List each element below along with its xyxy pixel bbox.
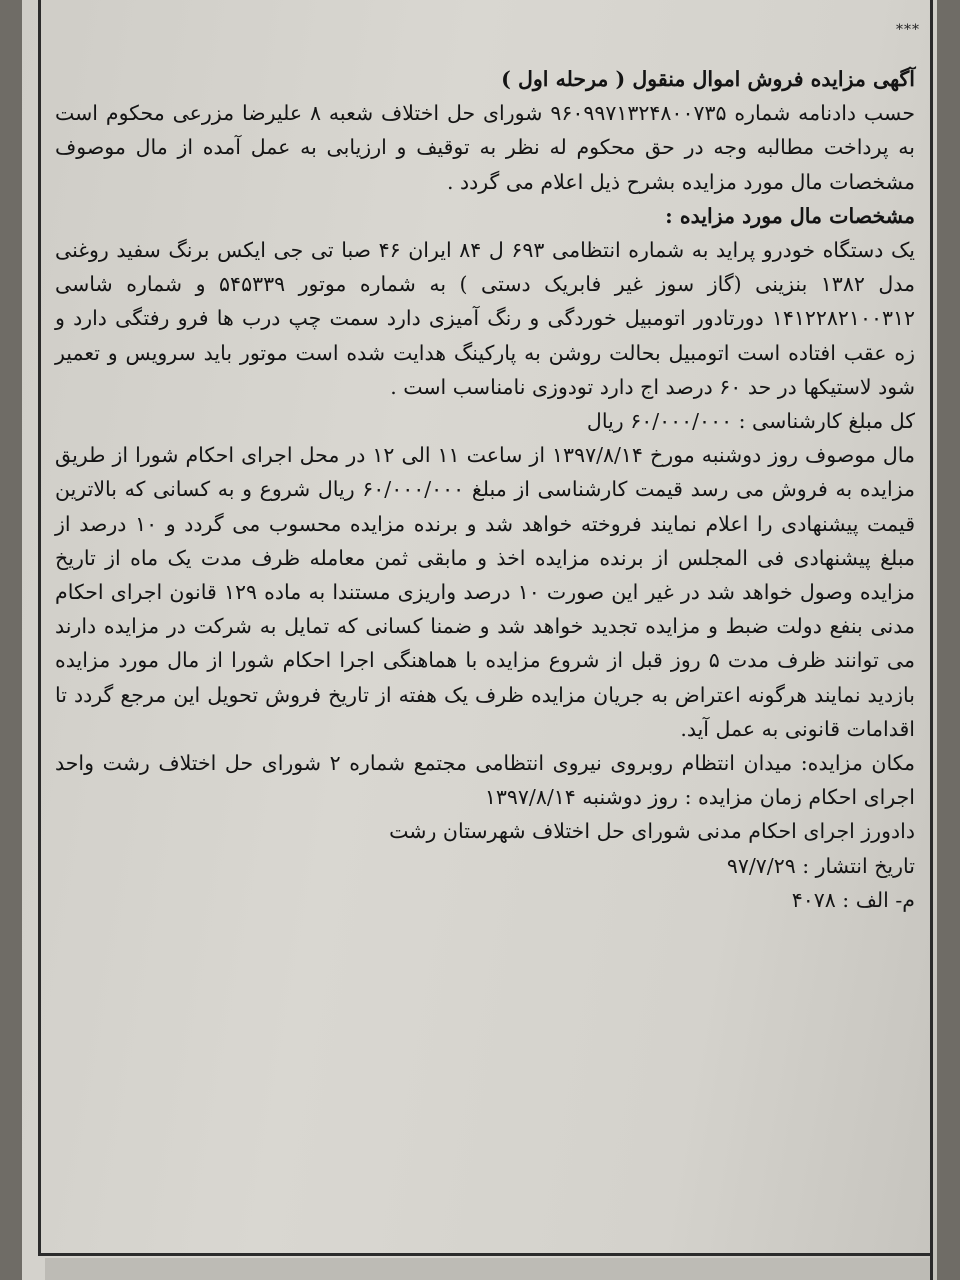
column-rule-left — [38, 0, 41, 1255]
specs-body: یک دستگاه خودرو پراید به شماره انتظامی ۶۹۳ ل ۸۴ ایران ۴۶ صبا تی جی ایکس برنگ سفید روغنی مدل ۱۳۸۲ بنزینی (گاز سوز غیر فابریک دستی ) به شماره موتور ۵۴۵۳۳۹ و شماره شاسی ۱۴۱۲۲۸۲۱۰۰۳۱۲ دورتادور اتومبیل خوردگی و رنگ آمیزی دارد سمت چپ درب ها فرو رفتگی دارد و زه عقب افتاده است اتومبیل بحالت روشن به پارکینگ هدایت شده است موتور باید سرویس و تعمیر شود لاستیکها در حد ۶۰ درصد اج دارد تودوزی نامناسب است . — [55, 238, 915, 399]
signatory: دادورز اجرای احکام مدنی شورای حل اختلاف شهرستان رشت — [389, 819, 915, 844]
column-rule-right — [930, 0, 933, 1280]
auction-terms: مال موصوف روز دوشنبه مورخ ۱۳۹۷/۸/۱۴ از ساعت ۱۱ الی ۱۲ در محل اجرای احکام شورا از طریق مزایده به فروش می رسد قیمت کارشناسی از مبلغ ۶۰/۰۰۰/۰۰۰ ریال شروع و به کسانی که بالاترین قیمت پیشنهادی را اعلام نمایند فروخته خواهد شد و برنده مزایده محسوب می گردد و ۱۰ درصد از مبلغ پیشنهادی فی المجلس از برنده مزایده اخذ و مابقی ثمن معامله ظرف مدت یک ماه از تاریخ مزایده وصول خواهد شد در غیر این صورت ۱۰ درصد واریزی مستندا به ماده ۱۲۹ قانون اجرای احکام مدنی بنفع دولت ضبط و مزایده تجدید خواهد شد و ضمنا کسانی که تمایل به شرکت در مزایده دارند می توانند ظرف مدت ۵ روز قبل از شروع مزایده با هماهنگی اجرا احکام شورا از مال مورد مزایده بازدید نمایند هرگونه اعتراض به جریان مزایده ظرف یک هفته از تاریخ فروش تحویل این مرجع گردد تا اقدامات قانونی به عمل آید. — [55, 443, 916, 741]
notice-intro: حسب دادنامه شماره ۹۶۰۹۹۷۱۳۲۴۸۰۰۷۳۵ شورای حل اختلاف شعبه ۸ علیرضا مزرعی محکوم است به پرداخت مطالبه وجه در حق محکوم له نظر به توقیف و ارزیابی به عمل آمده از مال موصوف مشخصات مال مورد مزایده بشرح ذیل اعلام می گردد . — [55, 101, 915, 194]
auction-place: مکان مزایده: میدان انتظام روبروی نیروی انتظامی مجتمع شماره ۲ شورای حل اختلاف رشت واحد اجرای احکام زمان مزایده : روز دوشنبه ۱۳۹۷/۸/۱۴ — [55, 751, 915, 810]
notice-title: آگهی مزایده فروش اموال منقول ( مرحله اول ) — [501, 67, 915, 91]
publish-date: تاریخ انتشار : ۹۷/۷/۲۹ — [726, 853, 915, 878]
appraisal-amount: کل مبلغ کارشناسی : ۶۰/۰۰۰/۰۰۰ ریال — [586, 409, 915, 434]
decorative-stars: *** — [896, 22, 920, 38]
bottom-rule — [38, 1253, 933, 1256]
auction-notice — [55, 62, 915, 917]
reference-number: م- الف : ۴۰۷۸ — [791, 887, 915, 912]
next-article-strip — [45, 1258, 930, 1280]
specs-heading: مشخصات مال مورد مزایده : — [665, 203, 915, 228]
